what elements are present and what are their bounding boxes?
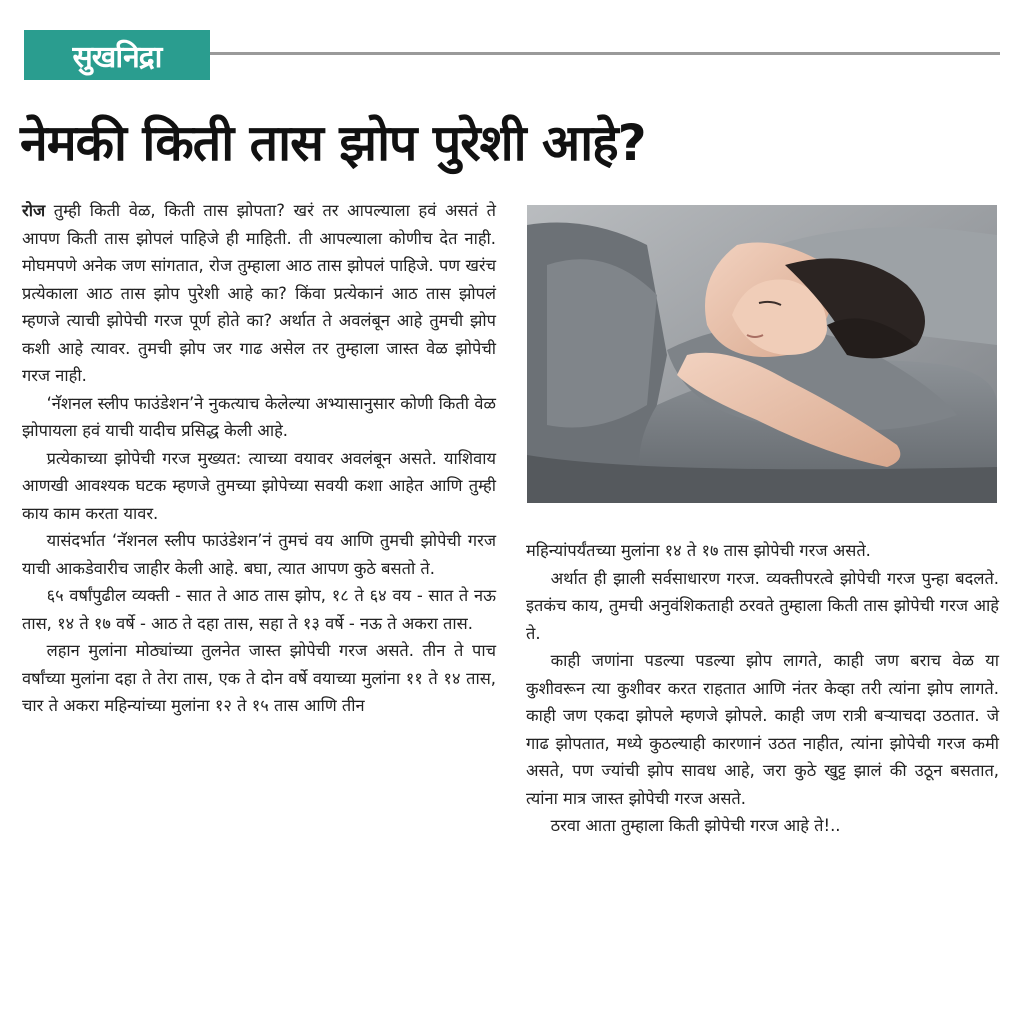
article-paragraph: काही जणांना पडल्या पडल्या झोप लागते, काही जण बराच वेळ या कुशीवरून त्या कुशीवर करत राहतात आणि नंतर केव्हा तरी त्यांना झोप लागते. काही जण एकदा झोपले म्हणजे झोपले. काही जण रात्री बऱ्याचदा उठतात. जे गाढ झोपतात, मध्ये कुठल्याही कारणानं उठत नाहीत, त्यांना झोपेची गरज कमी असते, पण ज्यांची झोप सावध आहे, जरा कुठे खुट्ट झालं की उठून बसतात, त्यांना मात्र जास्त झोपेची गरज असते. [526,651,999,808]
lead-word: रोज [22,201,46,220]
section-divider [210,52,1000,55]
photo-illustration [527,205,997,503]
article-column-left [22,197,496,720]
article-paragraph [22,197,496,390]
article-paragraph: ६५ वर्षांपुढील व्यक्ती - सात ते आठ तास झोप, १८ ते ६४ वय - सात ते नऊ तास, १४ ते १७ वर्षे - आठ ते दहा तास, सहा ते १३ वर्षे - नऊ ते अकरा तास. [22,586,496,633]
article-paragraph: ठरवा आता तुम्हाला किती झोपेची गरज आहे ते!.. [550,816,841,835]
article-paragraph: महिन्यांपर्यंतच्या मुलांना १४ ते १७ तास झोपेची गरज असते. [526,541,871,560]
section-tag: सुखनिद्रा [24,30,210,80]
headline: नेमकी किती तास झोप पुरेशी आहे? [20,114,646,172]
sleeping-woman-photo [527,205,997,503]
article-paragraph: लहान मुलांना मोठ्यांच्या तुलनेत जास्त झोपेची गरज असते. तीन ते पाच वर्षांच्या मुलांना दहा ते तेरा तास, एक ते दोन वर्षे वयाच्या मुलांना ११ ते १४ तास, चार ते अकरा महिन्यांच्या मुलांना १२ ते १५ तास आणि तीन [22,641,496,715]
paragraph-text: तुम्ही किती वेळ, किती तास झोपता? खरं तर आपल्याला हवं असतं ते आपण किती तास झोपलं पाहिजे ही माहिती. ती आपल्याला कोणीच देत नाही. मोघमपणे अनेक जण सांगतात, रोज तुम्हाला आठ तास झोपलं पाहिजे. पण खरंच प्रत्येकाला आठ तास झोप पुरेशी आहे का? किंवा प्रत्येकानं आठ तास झोपलं म्हणजे त्याची झोपेची गरज पूर्ण होते का? अर्थात ते अवलंबून आहे तुमची झोप कशी आहे त्यावर. तुमची झोप जर गाढ असेल तर तुम्हाला जास्त वेळ झोपेची गरज नाही. [22,201,496,385]
article-paragraph: प्रत्येकाच्या झोपेची गरज मुख्यत: त्याच्या वयावर अवलंबून असते. याशिवाय आणखी आवश्यक घटक म्हणजे तुमच्या झोपेच्या सवयी कशा आहेत आणि तुम्ही काय काम करता यावर. [22,448,496,523]
article-paragraph: ‘नॅशनल स्लीप फाउंडेशन’ने नुकत्याच केलेल्या अभ्यासानुसार कोणी किती वेळ झोपायला हवं याची यादीच प्रसिद्ध केली आहे. [22,393,496,440]
article-paragraph: अर्थात ही झाली सर्वसाधारण गरज. व्यक्तीपरत्वे झोपेची गरज पुन्हा बदलते. इतकंच काय, तुमची अनुवंशिकताही ठरवते तुम्हाला किती तास झोपेची गरज आहे ते. [526,568,999,643]
article-column-right [526,537,999,840]
article-paragraph: यासंदर्भात ‘नॅशनल स्लीप फाउंडेशन’नं तुमचं वय आणि तुमची झोपेची गरज याची आकडेवारीच जाहीर केली आहे. बघा, त्यात आपण कुठे बसतो ते. [22,531,496,578]
